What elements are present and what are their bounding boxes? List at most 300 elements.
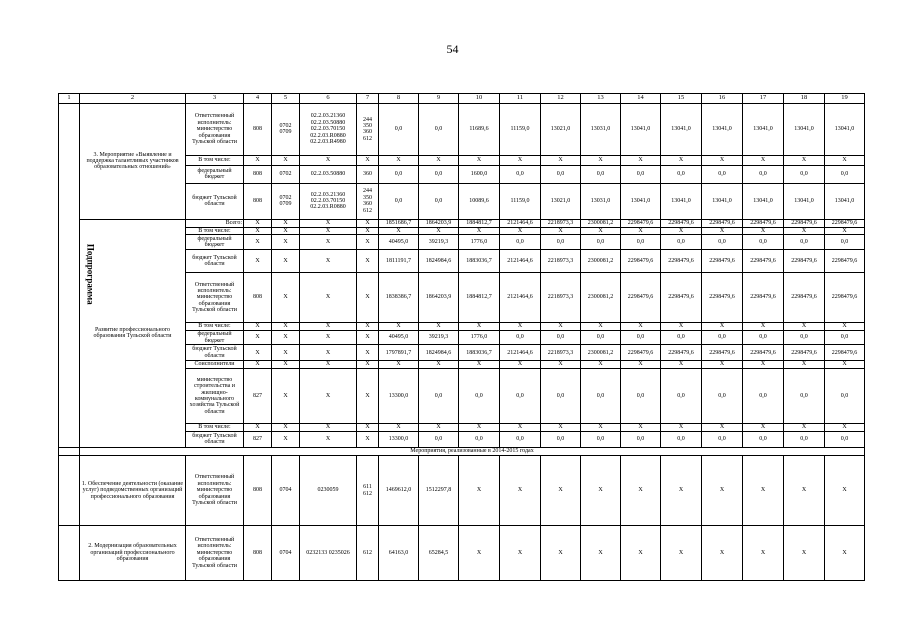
value-cell: 1776,0 — [459, 330, 500, 345]
value-cell: 64163,0 — [379, 525, 419, 580]
value-cell: 0,0 — [541, 235, 581, 250]
row-label: Ответственный исполнитель: министерство образования Тульской области — [186, 456, 244, 526]
value-cell: 13041,0 — [661, 103, 702, 156]
value-cell: 0,0 — [500, 330, 541, 345]
cell-col6: X — [300, 250, 357, 273]
value-cell: 11159,0 — [500, 103, 541, 156]
header-cell: 17 — [743, 94, 784, 104]
empty-cell — [59, 456, 80, 526]
value-cell: X — [621, 322, 661, 330]
value-cell: 2298479,6 — [702, 219, 743, 227]
value-cell: 2298479,6 — [702, 250, 743, 273]
row-label: бюджет Тульской области — [186, 250, 244, 273]
value-cell: X — [702, 227, 743, 235]
cell-col6: 0232133 0235026 — [300, 525, 357, 580]
value-cell: X — [621, 525, 661, 580]
value-cell: 0,0 — [825, 235, 865, 250]
value-cell: 2300081,2 — [581, 250, 621, 273]
value-cell: X — [541, 525, 581, 580]
value-cell: X — [459, 456, 500, 526]
value-cell: 2298479,6 — [784, 273, 825, 323]
value-cell: 2298479,6 — [743, 345, 784, 361]
cell-col6: X — [300, 431, 357, 447]
header-cell: 12 — [541, 94, 581, 104]
value-cell: 13031,0 — [581, 103, 621, 156]
value-cell: 0,0 — [825, 165, 865, 183]
value-cell: 0,0 — [541, 369, 581, 424]
value-cell: X — [702, 424, 743, 432]
value-cell: X — [379, 361, 419, 369]
value-cell: X — [661, 456, 702, 526]
row-label: бюджет Тульской области — [186, 183, 244, 219]
value-cell: X — [541, 156, 581, 166]
value-cell: 2298479,6 — [784, 250, 825, 273]
cell-col4: 808 — [244, 165, 272, 183]
value-cell: X — [743, 156, 784, 166]
value-cell: 13021,0 — [541, 103, 581, 156]
cell-col4: X — [244, 361, 272, 369]
value-cell: 0,0 — [500, 165, 541, 183]
value-cell: 2298479,6 — [702, 273, 743, 323]
value-cell: X — [379, 322, 419, 330]
cell-col7: X — [357, 219, 379, 227]
value-cell: X — [500, 156, 541, 166]
value-cell: 2298479,6 — [661, 345, 702, 361]
cell-col5: X — [272, 250, 300, 273]
value-cell: 0,0 — [581, 330, 621, 345]
activity-title: 3. Мероприятие «Выявление и поддержка талантливых участников образовательных отношений» — [80, 103, 186, 219]
value-cell: 13041,0 — [743, 103, 784, 156]
value-cell: X — [661, 424, 702, 432]
value-cell: 0,0 — [541, 165, 581, 183]
cell-col4: X — [244, 156, 272, 166]
value-cell: X — [581, 456, 621, 526]
value-cell: 11159,0 — [500, 183, 541, 219]
value-cell: 0,0 — [379, 165, 419, 183]
cell-col7: X — [357, 227, 379, 235]
value-cell: 0,0 — [419, 369, 459, 424]
header-cell: 7 — [357, 94, 379, 104]
value-cell: 0,0 — [581, 165, 621, 183]
cell-col5: 0702 0709 — [272, 183, 300, 219]
cell-col6: X — [300, 322, 357, 330]
cell-col6: X — [300, 219, 357, 227]
header-cell: 16 — [702, 94, 743, 104]
value-cell: 0,0 — [500, 235, 541, 250]
value-cell: X — [581, 361, 621, 369]
value-cell: X — [784, 227, 825, 235]
value-cell: 0,0 — [621, 431, 661, 447]
cell-col7: 612 — [357, 525, 379, 580]
row-label: бюджет Тульской области — [186, 345, 244, 361]
value-cell: 2298479,6 — [825, 250, 865, 273]
value-cell: 1824984,6 — [419, 250, 459, 273]
value-cell: 1600,0 — [459, 165, 500, 183]
value-cell: X — [825, 227, 865, 235]
value-cell: 0,0 — [419, 165, 459, 183]
header-cell: 18 — [784, 94, 825, 104]
value-cell: 2298479,6 — [661, 273, 702, 323]
value-cell: 2121464,6 — [500, 273, 541, 323]
realized-note: Мероприятия, реализованные в 2014-2015 годах — [80, 447, 865, 455]
header-cell: 4 — [244, 94, 272, 104]
value-cell: 0,0 — [621, 330, 661, 345]
cell-col7: X — [357, 322, 379, 330]
value-cell: 0,0 — [743, 369, 784, 424]
cell-col7: X — [357, 235, 379, 250]
value-cell: 0,0 — [621, 235, 661, 250]
value-cell: 1776,0 — [459, 235, 500, 250]
value-cell: 40495,0 — [379, 330, 419, 345]
value-cell: 2218973,3 — [541, 273, 581, 323]
value-cell: 39219,3 — [419, 330, 459, 345]
cell-col4: X — [244, 250, 272, 273]
row-label: Ответственный исполнитель: министерство образования Тульской области — [186, 103, 244, 156]
value-cell: X — [581, 227, 621, 235]
value-cell: X — [500, 227, 541, 235]
budget-table — [58, 93, 865, 581]
row-label: В том числе: — [186, 227, 244, 235]
value-cell: 0,0 — [621, 165, 661, 183]
cell-col6: X — [300, 361, 357, 369]
header-cell: 3 — [186, 94, 244, 104]
value-cell: X — [500, 456, 541, 526]
value-cell: X — [500, 424, 541, 432]
value-cell: 2298479,6 — [825, 219, 865, 227]
value-cell: 1884812,7 — [459, 219, 500, 227]
value-cell: 2298479,6 — [743, 219, 784, 227]
cell-col5: X — [272, 273, 300, 323]
value-cell: 2121464,6 — [500, 219, 541, 227]
value-cell: X — [661, 227, 702, 235]
cell-col6: X — [300, 235, 357, 250]
value-cell: 2298479,6 — [702, 345, 743, 361]
value-cell: 2121464,6 — [500, 250, 541, 273]
cell-col7: 244 350 360 612 — [357, 183, 379, 219]
cell-col5: X — [272, 322, 300, 330]
value-cell: 0,0 — [419, 183, 459, 219]
cell-col5: X — [272, 235, 300, 250]
cell-col4: X — [244, 235, 272, 250]
value-cell: 2298479,6 — [621, 273, 661, 323]
value-cell: X — [581, 424, 621, 432]
row-label: федеральный бюджет — [186, 165, 244, 183]
value-cell: 2298479,6 — [661, 219, 702, 227]
cell-col6: X — [300, 345, 357, 361]
header-cell: 1 — [59, 94, 80, 104]
value-cell: X — [541, 322, 581, 330]
value-cell: 0,0 — [581, 431, 621, 447]
cell-col5: 0704 — [272, 456, 300, 526]
cell-col7: 611 612 — [357, 456, 379, 526]
value-cell: 0,0 — [661, 165, 702, 183]
value-cell: X — [784, 361, 825, 369]
value-cell: 39219,3 — [419, 235, 459, 250]
value-cell: X — [459, 227, 500, 235]
value-cell: X — [541, 456, 581, 526]
value-cell: 0,0 — [825, 431, 865, 447]
value-cell: 2121464,6 — [500, 345, 541, 361]
cell-col4: 808 — [244, 525, 272, 580]
cell-col7: X — [357, 250, 379, 273]
page-number: 54 — [446, 42, 459, 56]
value-cell: X — [459, 322, 500, 330]
value-cell: 0,0 — [661, 431, 702, 447]
value-cell: 2218973,3 — [541, 250, 581, 273]
value-cell: 0,0 — [459, 369, 500, 424]
cell-col6: X — [300, 227, 357, 235]
row-label: министерство строительства и жилищно-коммунального хозяйства Тульской области — [186, 369, 244, 424]
cell-col6: X — [300, 330, 357, 345]
value-cell: 13041,0 — [825, 183, 865, 219]
value-cell: 2300081,2 — [581, 273, 621, 323]
value-cell: X — [621, 456, 661, 526]
cell-col4: X — [244, 227, 272, 235]
cell-col7: X — [357, 345, 379, 361]
row-label: Ответственный исполнитель: министерство образования Тульской области — [186, 273, 244, 323]
value-cell: 1864203,9 — [419, 273, 459, 323]
header-cell: 2 — [80, 94, 186, 104]
value-cell: X — [419, 227, 459, 235]
value-cell: 0,0 — [661, 330, 702, 345]
value-cell: X — [419, 424, 459, 432]
value-cell: 2298479,6 — [743, 250, 784, 273]
value-cell: X — [825, 156, 865, 166]
value-cell: 13041,0 — [784, 183, 825, 219]
vertical-label-cell — [59, 103, 96, 447]
value-cell: X — [621, 227, 661, 235]
value-cell: X — [784, 424, 825, 432]
value-cell: 0,0 — [784, 165, 825, 183]
value-cell: X — [581, 156, 621, 166]
cell-col5: 0702 — [272, 165, 300, 183]
value-cell: 2298479,6 — [621, 345, 661, 361]
row-label: Ответственный исполнитель: министерство образования Тульской области — [186, 525, 244, 580]
value-cell: X — [784, 525, 825, 580]
value-cell: 0,0 — [379, 103, 419, 156]
row-label: Всего: — [186, 219, 244, 227]
cell-col5: X — [272, 431, 300, 447]
value-cell: 0,0 — [621, 369, 661, 424]
value-cell: X — [500, 525, 541, 580]
value-cell: 13300,0 — [379, 431, 419, 447]
table-row — [59, 456, 865, 526]
value-cell: X — [702, 525, 743, 580]
header-row — [59, 94, 865, 104]
value-cell: 0,0 — [702, 165, 743, 183]
value-cell: X — [541, 361, 581, 369]
vertical-label: Подпрограмма — [85, 243, 96, 305]
value-cell: 0,0 — [702, 330, 743, 345]
value-cell: 2218973,3 — [541, 219, 581, 227]
value-cell: 2298479,6 — [621, 250, 661, 273]
value-cell: X — [621, 156, 661, 166]
row-label: В том числе: — [186, 322, 244, 330]
value-cell: X — [459, 156, 500, 166]
cell-col7: X — [357, 330, 379, 345]
cell-col4: X — [244, 322, 272, 330]
section-title: Развитие профессионального образования Тульской области — [80, 219, 186, 447]
cell-col6: 02.2.03.50880 — [300, 165, 357, 183]
value-cell: 0,0 — [743, 235, 784, 250]
cell-col5: X — [272, 227, 300, 235]
value-cell: 0,0 — [500, 369, 541, 424]
value-cell: X — [825, 322, 865, 330]
value-cell: 1883036,7 — [459, 345, 500, 361]
value-cell: 1469612,0 — [379, 456, 419, 526]
value-cell: X — [459, 361, 500, 369]
value-cell: X — [825, 424, 865, 432]
value-cell: 0,0 — [419, 103, 459, 156]
value-cell: 0,0 — [581, 369, 621, 424]
cell-col4: 827 — [244, 369, 272, 424]
cell-col6: 02.2.03.21360 02.2.03.50880 02.2.03.70150 02.2.03.R0880 02.2.03.R4980 — [300, 103, 357, 156]
value-cell: 0,0 — [784, 330, 825, 345]
value-cell: X — [419, 361, 459, 369]
value-cell: 1797891,7 — [379, 345, 419, 361]
value-cell: X — [541, 424, 581, 432]
value-cell: 1824984,6 — [419, 345, 459, 361]
value-cell: 0,0 — [702, 369, 743, 424]
value-cell: X — [743, 322, 784, 330]
value-cell: 0,0 — [825, 369, 865, 424]
header-cell: 5 — [272, 94, 300, 104]
value-cell: X — [784, 322, 825, 330]
header-cell: 19 — [825, 94, 865, 104]
value-cell: X — [743, 424, 784, 432]
value-cell: 2300081,2 — [581, 219, 621, 227]
value-cell: 0,0 — [743, 165, 784, 183]
value-cell: 1864203,9 — [419, 219, 459, 227]
value-cell: X — [784, 156, 825, 166]
value-cell: 10089,6 — [459, 183, 500, 219]
value-cell: 0,0 — [661, 235, 702, 250]
value-cell: 0,0 — [581, 235, 621, 250]
cell-col5: X — [272, 424, 300, 432]
value-cell: X — [743, 361, 784, 369]
value-cell: 0,0 — [784, 235, 825, 250]
value-cell: X — [500, 322, 541, 330]
value-cell: 2298479,6 — [825, 273, 865, 323]
value-cell: 13041,0 — [784, 103, 825, 156]
cell-col4: 808 — [244, 456, 272, 526]
cell-col5: 0702 0709 — [272, 103, 300, 156]
value-cell: 13041,0 — [702, 103, 743, 156]
cell-col7: X — [357, 361, 379, 369]
value-cell: X — [661, 322, 702, 330]
value-cell: X — [379, 227, 419, 235]
cell-col4: 808 — [244, 183, 272, 219]
cell-col7: X — [357, 424, 379, 432]
value-cell: 2298479,6 — [784, 345, 825, 361]
cell-col7: X — [357, 431, 379, 447]
value-cell: 13300,0 — [379, 369, 419, 424]
value-cell: X — [661, 361, 702, 369]
value-cell: 13031,0 — [581, 183, 621, 219]
value-cell: 0,0 — [661, 369, 702, 424]
value-cell: 0,0 — [784, 369, 825, 424]
value-cell: 0,0 — [702, 431, 743, 447]
value-cell: 11689,6 — [459, 103, 500, 156]
value-cell: X — [581, 322, 621, 330]
value-cell: 40495,0 — [379, 235, 419, 250]
value-cell: X — [702, 156, 743, 166]
value-cell: X — [702, 361, 743, 369]
value-cell: X — [541, 227, 581, 235]
value-cell: X — [784, 456, 825, 526]
cell-col4: 808 — [244, 273, 272, 323]
value-cell: 1512297,8 — [419, 456, 459, 526]
value-cell: X — [419, 156, 459, 166]
value-cell: 2218973,3 — [541, 345, 581, 361]
row-label: федеральный бюджет — [186, 235, 244, 250]
cell-col4: X — [244, 330, 272, 345]
value-cell: 1884812,7 — [459, 273, 500, 323]
value-cell: 0,0 — [541, 431, 581, 447]
value-cell: X — [379, 156, 419, 166]
value-cell: X — [825, 456, 865, 526]
cell-col5: X — [272, 369, 300, 424]
cell-col5: 0704 — [272, 525, 300, 580]
value-cell: 65284,5 — [419, 525, 459, 580]
row-label: бюджет Тульской области — [186, 431, 244, 447]
header-cell: 6 — [300, 94, 357, 104]
row-label: Соисполнители — [186, 361, 244, 369]
header-cell: 8 — [379, 94, 419, 104]
value-cell: 0,0 — [459, 431, 500, 447]
value-cell: X — [661, 525, 702, 580]
empty-cell — [59, 447, 80, 455]
value-cell: X — [459, 525, 500, 580]
activity-title: 1. Обеспечение деятельности (оказание услуг) подведомственных организаций профессионального образования — [80, 456, 186, 526]
value-cell: 1883036,7 — [459, 250, 500, 273]
header-cell: 15 — [661, 94, 702, 104]
value-cell: 13041,0 — [621, 103, 661, 156]
value-cell: X — [621, 424, 661, 432]
value-cell: 0,0 — [500, 431, 541, 447]
value-cell: 2300081,2 — [581, 345, 621, 361]
cell-col7: 360 — [357, 165, 379, 183]
table-row — [59, 525, 865, 580]
value-cell: X — [379, 424, 419, 432]
value-cell: X — [621, 361, 661, 369]
realized-note-row — [59, 447, 865, 455]
value-cell: X — [743, 456, 784, 526]
cell-col5: X — [272, 345, 300, 361]
value-cell: 13041,0 — [661, 183, 702, 219]
value-cell: 0,0 — [743, 431, 784, 447]
value-cell: X — [661, 156, 702, 166]
value-cell: 0,0 — [541, 330, 581, 345]
activity-title: 2. Модернизация образовательных организаций профессионального образования — [80, 525, 186, 580]
value-cell: X — [702, 456, 743, 526]
value-cell: 13041,0 — [702, 183, 743, 219]
value-cell: 0,0 — [419, 431, 459, 447]
value-cell: 0,0 — [825, 330, 865, 345]
cell-col5: X — [272, 361, 300, 369]
cell-col5: X — [272, 330, 300, 345]
value-cell: X — [825, 361, 865, 369]
cell-col6: X — [300, 424, 357, 432]
table-row — [59, 103, 865, 156]
cell-col6: 0230059 — [300, 456, 357, 526]
cell-col4: X — [244, 219, 272, 227]
value-cell: X — [743, 227, 784, 235]
value-cell: X — [419, 322, 459, 330]
value-cell: X — [500, 361, 541, 369]
value-cell: X — [581, 525, 621, 580]
value-cell: 13041,0 — [743, 183, 784, 219]
